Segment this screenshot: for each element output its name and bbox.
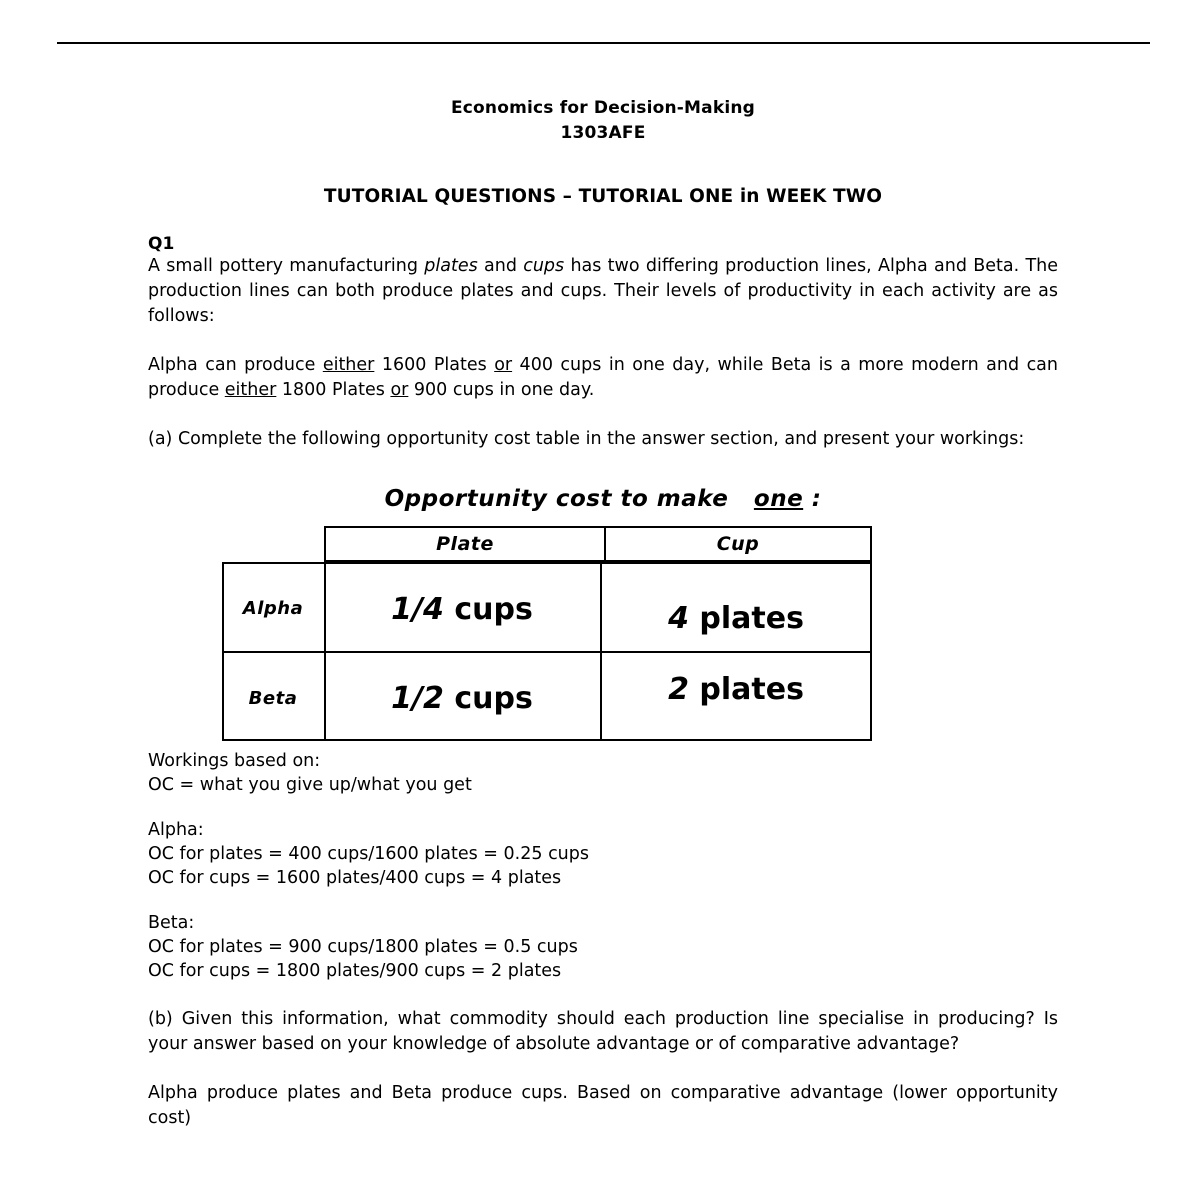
table-row-divider	[222, 651, 872, 653]
question-intro-paragraph	[148, 254, 1058, 329]
part-a-paragraph: (a) Complete the following opportunity cost table in the answer section, and present your workings:	[148, 429, 1025, 449]
table-column-divider-2	[600, 562, 602, 741]
alpha-text-2: 1600 Plates	[374, 355, 495, 375]
cell-alpha-cup-value: 4	[668, 601, 689, 636]
either-underline-1: either	[322, 355, 375, 375]
course-title: Economics for Decision-Making	[450, 98, 756, 118]
document-content	[148, 96, 1058, 1131]
cell-beta-cup	[600, 672, 872, 707]
course-title-block	[148, 96, 1058, 146]
productivity-paragraph	[148, 353, 1058, 403]
intro-text-3: has two differing production lines, Alpha and Beta. The production lines can both produce plates and cups. Their levels of productivity in each activity are as follows:	[148, 256, 1058, 326]
cell-beta-cup-value: 2	[668, 672, 689, 707]
cell-alpha-cup-unit: plates	[688, 601, 804, 636]
workings-beta-plates: OC for plates = 900 cups/1800 plates = 0.5 cups	[148, 937, 578, 957]
either-underline-2: either	[224, 380, 277, 400]
intro-italic-cups: cups	[523, 256, 565, 276]
row-header-alpha: Alpha	[242, 598, 304, 619]
column-header-plate: Plate	[326, 528, 606, 560]
alpha-text-1: Alpha can produce	[148, 355, 323, 375]
course-code: 1303AFE	[560, 123, 646, 143]
spacer-1	[148, 797, 1058, 818]
intro-text-1: A small pottery manufacturing	[148, 256, 425, 276]
row-header-beta: Beta	[248, 688, 298, 709]
table-title-prefix: Opportunity cost to make	[384, 486, 729, 512]
header-divider	[57, 42, 1150, 44]
alpha-text-4: 1800 Plates	[276, 380, 391, 400]
table-header-row	[324, 526, 872, 562]
part-b-answer: Alpha produce plates and Beta produce cups. Based on comparative advantage (lower opportunity cost)	[148, 1083, 1058, 1128]
alpha-text-3: 400 cups in one day, while Beta is a more modern and can produce	[148, 355, 1059, 400]
tutorial-heading: TUTORIAL QUESTIONS – TUTORIAL ONE in WEEK TWO	[323, 186, 883, 207]
question-label: Q1	[148, 234, 175, 254]
table-title-one: one	[753, 486, 804, 512]
opportunity-cost-table	[148, 526, 1058, 741]
table-title	[148, 486, 1058, 512]
cell-beta-cup-unit: plates	[688, 672, 804, 707]
cell-alpha-plate-fraction: 1/4	[391, 592, 444, 627]
intro-italic-plates: plates	[424, 256, 478, 276]
cell-alpha-plate	[324, 592, 600, 627]
workings-alpha-label: Alpha:	[148, 820, 204, 840]
or-underline-1: or	[494, 355, 513, 375]
workings-alpha-cups: OC for cups = 1600 plates/400 cups = 4 plates	[148, 868, 562, 888]
cell-alpha-cup	[600, 601, 872, 636]
alpha-text-5: 900 cups in one day.	[408, 380, 595, 400]
workings-heading: Workings based on:	[148, 751, 321, 771]
workings-beta-label: Beta:	[148, 913, 195, 933]
cell-alpha-plate-unit: cups	[443, 592, 533, 627]
cell-beta-plate-fraction: 1/2	[391, 681, 444, 716]
workings-formula: OC = what you give up/what you get	[148, 775, 472, 795]
table-title-suffix: :	[811, 486, 822, 512]
spacer-2	[148, 890, 1058, 911]
cell-beta-plate-unit: cups	[443, 681, 533, 716]
workings-alpha-plates: OC for plates = 400 cups/1600 plates = 0.25 cups	[148, 844, 590, 864]
cell-beta-plate	[324, 681, 600, 716]
workings-section	[148, 749, 1058, 983]
part-b-paragraph: (b) Given this information, what commodity should each production line specialise in producing? Is your answer based on your knowledge of absolute advantage or of comparative advantage?	[148, 1009, 1058, 1054]
or-underline-2: or	[390, 380, 409, 400]
column-header-cup: Cup	[716, 533, 760, 555]
intro-text-2: and	[477, 256, 524, 276]
workings-beta-cups: OC for cups = 1800 plates/900 cups = 2 plates	[148, 961, 562, 981]
